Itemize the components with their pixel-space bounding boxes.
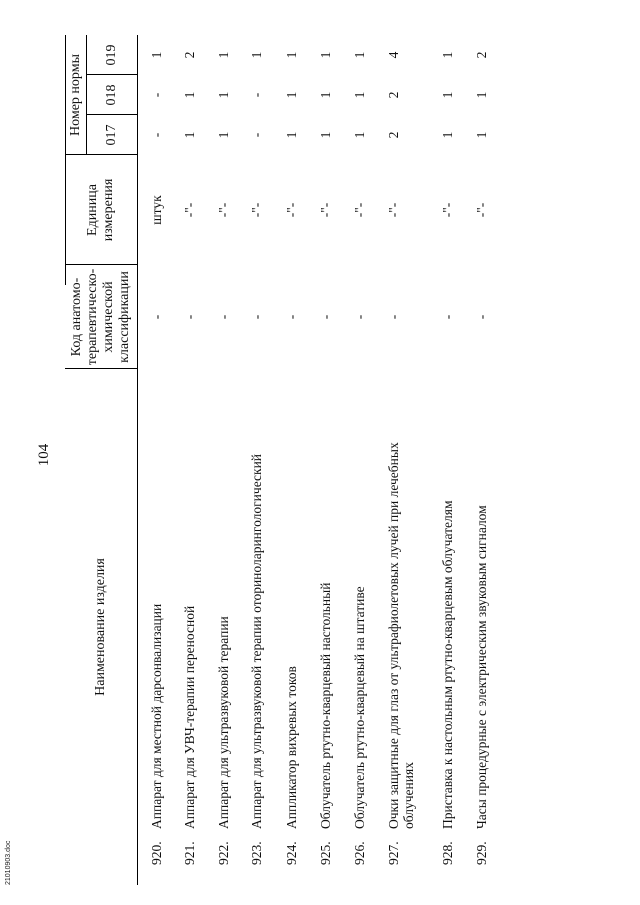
table-row <box>182 25 216 885</box>
norm-017-cell: 1 <box>352 131 367 139</box>
atc-code-cell: - <box>249 314 264 320</box>
unit-cell: -"- <box>318 202 333 218</box>
unit-cell: штук <box>149 195 164 225</box>
norm-017-cell: 1 <box>474 131 489 139</box>
item-name-line: Аппарат для местной дарсонвализации <box>149 603 164 829</box>
item-name <box>149 419 164 829</box>
file-name-label: 21010903.doc <box>5 840 12 885</box>
header-norm-group-label: Номер нормы <box>67 54 83 136</box>
table-row <box>318 25 352 885</box>
atc-code-cell: - <box>149 314 164 320</box>
header-name-label: Наименование изделия <box>93 558 108 696</box>
unit-cell: -"- <box>249 202 264 218</box>
row-number: 925. <box>318 841 333 865</box>
header-name <box>65 369 137 885</box>
header-norm-018 <box>86 75 137 115</box>
atc-code-cell: - <box>474 314 489 320</box>
item-name <box>216 419 231 829</box>
unit-cell: -"- <box>440 202 455 218</box>
table-row <box>216 25 250 885</box>
norm-018-cell: 1 <box>284 91 299 99</box>
row-number: 928. <box>440 841 455 865</box>
atc-code-cell: - <box>284 314 299 320</box>
item-name-line: Аппарат для УВЧ-терапии переносной <box>182 605 197 829</box>
row-number: 921. <box>182 841 197 865</box>
norm-017-cell: 1 <box>182 131 197 139</box>
item-name-line: Аппликатор вихревых токов <box>284 666 299 829</box>
norm-018-cell: 1 <box>216 91 231 99</box>
table-row <box>284 25 318 885</box>
atc-code-cell: - <box>386 314 401 320</box>
table-row <box>386 25 420 885</box>
table-row <box>474 25 508 885</box>
norm-018-cell: 1 <box>352 91 367 99</box>
header-norm-019-label: 019 <box>103 44 119 66</box>
unit-cell: -"- <box>352 202 367 218</box>
header-norm-017 <box>86 115 137 155</box>
norm-018-cell: 1 <box>440 91 455 99</box>
norm-017-cell: 1 <box>318 131 333 139</box>
norm-019-cell: 1 <box>216 51 231 59</box>
item-name-line: Аппарат для ультразвуковой терапии <box>216 616 231 829</box>
norm-018-cell: - <box>149 92 164 98</box>
item-name-line: Облучатель ртутно-кварцевый на штативе <box>352 586 367 829</box>
norm-019-cell: 1 <box>352 51 367 59</box>
header-unit-line-1: Единица <box>85 184 100 236</box>
row-number: 926. <box>352 841 367 865</box>
rotated-table-area <box>0 25 640 885</box>
unit-cell: -"- <box>474 202 489 218</box>
page-number: 104 <box>36 443 52 467</box>
header-norm-group <box>65 35 86 155</box>
unit-cell: -"- <box>216 202 231 218</box>
table-row <box>352 25 386 885</box>
norm-018-cell: 1 <box>318 91 333 99</box>
item-name <box>474 419 489 829</box>
norm-017-cell: - <box>149 132 164 138</box>
item-name <box>182 419 197 829</box>
table-row <box>249 25 283 885</box>
item-name <box>352 419 367 829</box>
header-atc-line-4: классификации <box>117 271 132 363</box>
item-name-line: Приставка к настольным ртутно-кварцевым облучателям <box>440 500 455 829</box>
item-name-line: Очки защитные для глаз от ультрафиолетовых лучей при лечебных <box>386 442 401 829</box>
item-name <box>440 419 455 829</box>
norm-017-cell: 1 <box>284 131 299 139</box>
norm-019-cell: 1 <box>440 51 455 59</box>
atc-code-cell: - <box>440 314 455 320</box>
header-unit <box>65 155 137 265</box>
item-name-line: Облучатель ртутно-кварцевый настольный <box>318 582 333 829</box>
norm-018-cell: 2 <box>386 91 401 99</box>
norm-018-cell: 1 <box>182 91 197 99</box>
row-number: 923. <box>249 841 264 865</box>
header-norm-017-label: 017 <box>103 124 119 146</box>
norm-017-cell: 1 <box>440 131 455 139</box>
norm-019-cell: 1 <box>284 51 299 59</box>
table-row <box>440 25 474 885</box>
item-name <box>318 419 333 829</box>
item-name-line: Аппарат для ультразвуковой терапии оториноларингологический <box>249 453 264 829</box>
norm-019-cell: 1 <box>149 51 164 59</box>
atc-code-cell: - <box>352 314 367 320</box>
atc-code-cell: - <box>318 314 333 320</box>
unit-cell: -"- <box>182 202 197 218</box>
norm-017-cell: 1 <box>216 131 231 139</box>
item-name-line: Часы процедурные с электрическим звуковым сигналом <box>474 505 489 829</box>
norm-019-cell: 2 <box>182 51 197 59</box>
item-name-line: облучениях <box>401 762 416 829</box>
atc-code-cell: - <box>182 314 197 320</box>
table-row <box>149 25 183 885</box>
norm-018-cell: 1 <box>474 91 489 99</box>
norm-017-cell: 2 <box>386 131 401 139</box>
norm-017-cell: - <box>249 132 264 138</box>
norm-019-cell: 1 <box>318 51 333 59</box>
header-norm-019 <box>86 35 137 75</box>
header-norm-018-label: 018 <box>103 84 119 106</box>
norm-019-cell: 1 <box>249 51 264 59</box>
item-name <box>284 419 299 829</box>
header-atc-line-1: Код анатомо- <box>69 277 84 357</box>
row-number: 924. <box>284 841 299 865</box>
header-unit-line-2: измерения <box>101 178 116 242</box>
unit-cell: -"- <box>284 202 299 218</box>
norm-018-cell: - <box>249 92 264 98</box>
header-atc-line-3: химической <box>101 281 116 353</box>
unit-cell: -"- <box>386 202 401 218</box>
header-atc-code <box>65 265 137 369</box>
item-name <box>386 419 416 829</box>
norm-019-cell: 2 <box>474 51 489 59</box>
row-number: 922. <box>216 841 231 865</box>
atc-code-cell: - <box>216 314 231 320</box>
header-bottom-rule <box>137 35 138 885</box>
item-name <box>249 419 264 829</box>
row-number: 927. <box>386 841 401 865</box>
row-number: 920. <box>149 841 164 865</box>
row-number: 929. <box>474 841 489 865</box>
norm-019-cell: 4 <box>386 51 401 59</box>
header-atc-line-2: терапевтическо- <box>85 268 100 366</box>
